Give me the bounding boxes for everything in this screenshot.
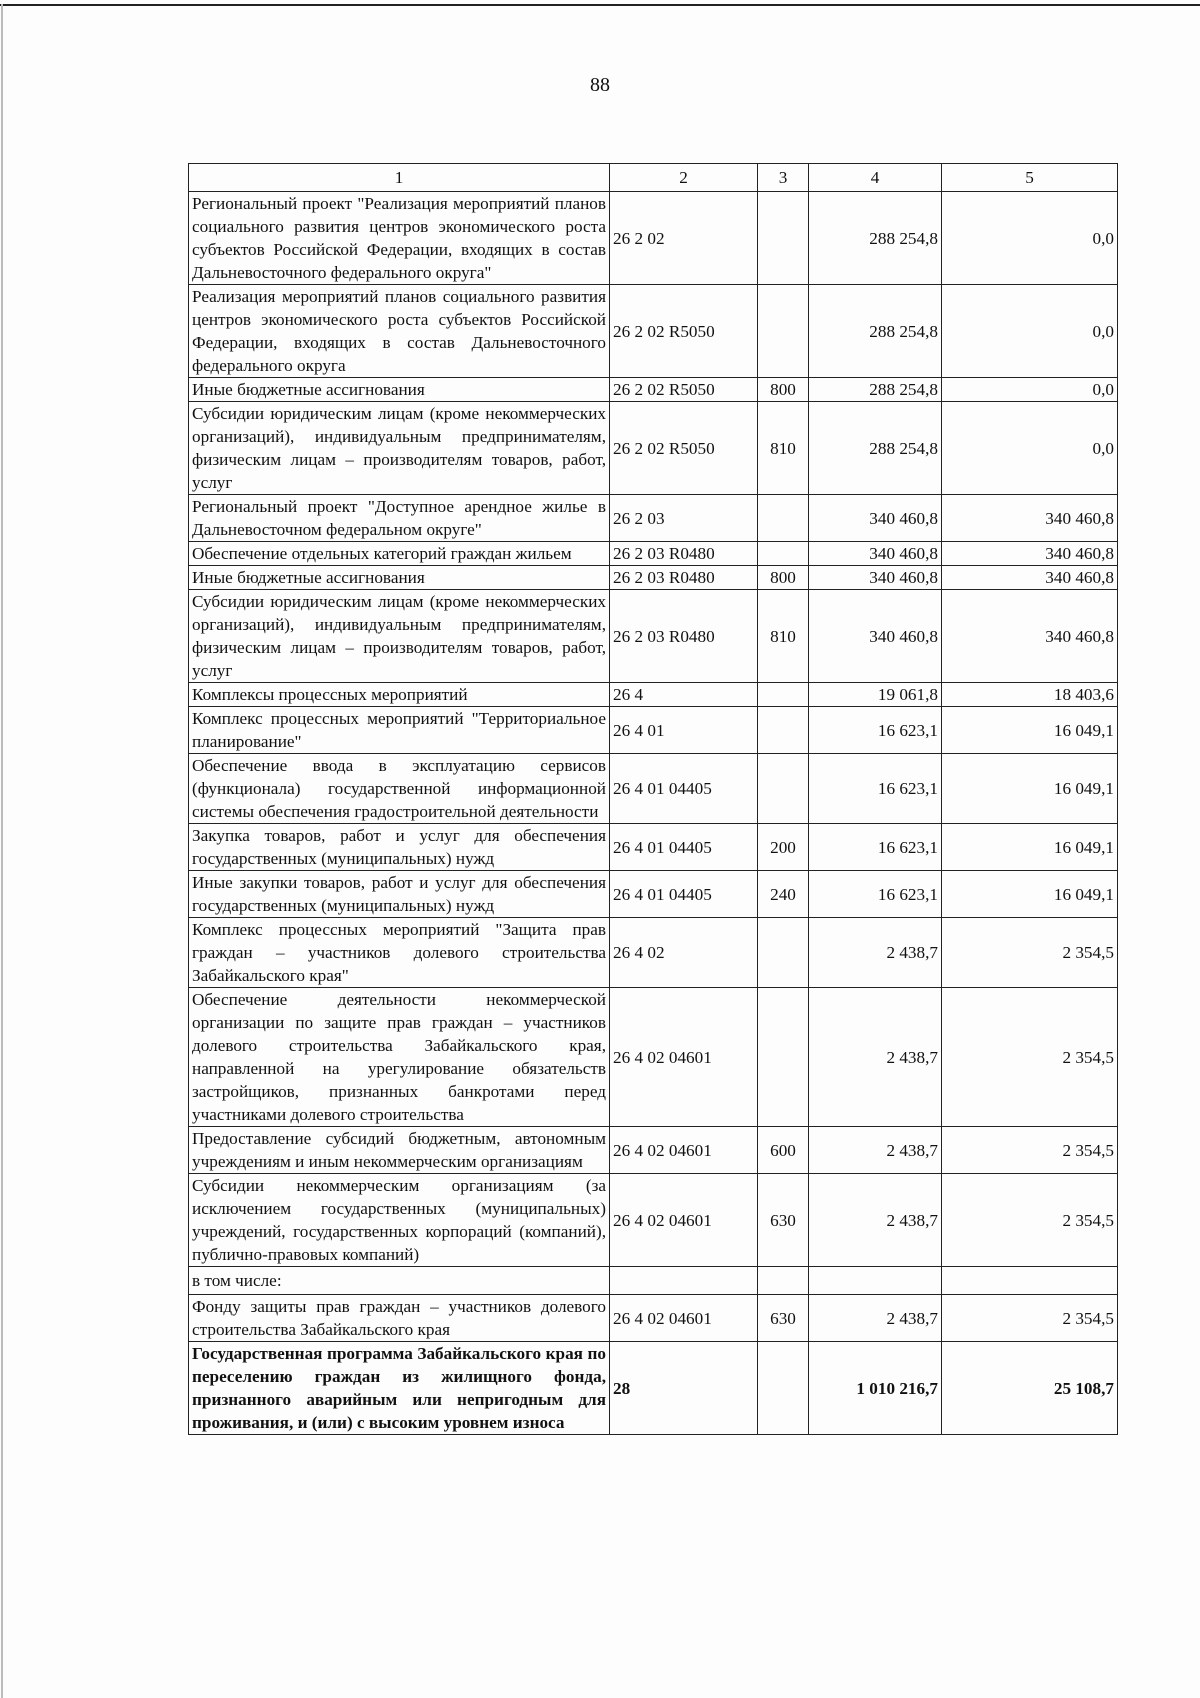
row-amount-1-cell: 340 460,8 xyxy=(809,542,942,566)
row-amount-1-cell: 1 010 216,7 xyxy=(809,1342,942,1435)
row-expense-type-cell: 200 xyxy=(758,824,809,871)
row-amount-2-cell: 16 049,1 xyxy=(942,754,1118,824)
row-code-cell: 26 4 01 04405 xyxy=(610,871,758,918)
row-code-cell: 26 2 02 R5050 xyxy=(610,378,758,402)
row-amount-2-cell: 0,0 xyxy=(942,192,1118,285)
row-name-cell: Обеспечение деятельности некоммерческой организации по защите прав граждан – участников долевого строительства Забайкальского края, направленной на урегулирование обязательств застройщиков, признанных банкротами перед участниками долевого строительства xyxy=(189,988,610,1127)
row-amount-2-cell: 340 460,8 xyxy=(942,495,1118,542)
row-name-cell: Субсидии юридическим лицам (кроме некоммерческих организаций), индивидуальным предпринимателям, физическим лицам – производителям товаров, работ, услуг xyxy=(189,590,610,683)
row-expense-type-cell xyxy=(758,192,809,285)
row-amount-1-cell: 2 438,7 xyxy=(809,1127,942,1174)
row-name-cell: Обеспечение отдельных категорий граждан жильем xyxy=(189,542,610,566)
row-expense-type-cell: 800 xyxy=(758,566,809,590)
row-amount-2-cell: 18 403,6 xyxy=(942,683,1118,707)
table-row xyxy=(189,192,1118,285)
table-row xyxy=(189,566,1118,590)
row-name-cell: Иные бюджетные ассигнования xyxy=(189,566,610,590)
table-row xyxy=(189,683,1118,707)
row-amount-1-cell: 288 254,8 xyxy=(809,192,942,285)
row-name-cell: Комплекс процессных мероприятий "Территориальное планирование" xyxy=(189,707,610,754)
table-row xyxy=(189,590,1118,683)
row-amount-2-cell: 0,0 xyxy=(942,378,1118,402)
row-amount-1-cell: 288 254,8 xyxy=(809,285,942,378)
table-row xyxy=(189,1295,1118,1342)
row-code-cell: 26 4 01 04405 xyxy=(610,824,758,871)
row-amount-2-cell: 16 049,1 xyxy=(942,707,1118,754)
row-amount-2-cell: 340 460,8 xyxy=(942,566,1118,590)
row-expense-type-cell xyxy=(758,988,809,1127)
row-amount-2-cell: 0,0 xyxy=(942,402,1118,495)
row-expense-type-cell: 810 xyxy=(758,402,809,495)
row-name-cell: Комплекс процессных мероприятий "Защита прав граждан – участников долевого строительства Забайкальского края" xyxy=(189,918,610,988)
row-amount-1-cell: 2 438,7 xyxy=(809,988,942,1127)
budget-table xyxy=(188,163,1118,1435)
row-code-cell: 26 2 03 R0480 xyxy=(610,590,758,683)
row-code-cell: 26 2 03 xyxy=(610,495,758,542)
row-code-cell: 26 4 02 04601 xyxy=(610,1127,758,1174)
row-amount-1-cell: 2 438,7 xyxy=(809,1174,942,1267)
row-amount-2-cell: 340 460,8 xyxy=(942,590,1118,683)
row-expense-type-cell: 240 xyxy=(758,871,809,918)
table-row xyxy=(189,378,1118,402)
row-expense-type-cell: 600 xyxy=(758,1127,809,1174)
row-amount-1-cell: 2 438,7 xyxy=(809,1295,942,1342)
table-row xyxy=(189,542,1118,566)
top-border-line xyxy=(0,4,1200,6)
header-cell: 2 xyxy=(610,164,758,192)
row-amount-2-cell: 2 354,5 xyxy=(942,1127,1118,1174)
table-row xyxy=(189,824,1118,871)
table-row xyxy=(189,754,1118,824)
row-amount-2-cell: 16 049,1 xyxy=(942,871,1118,918)
row-code-cell: 26 4 02 04601 xyxy=(610,1174,758,1267)
row-name-cell: Фонду защиты прав граждан – участников долевого строительства Забайкальского края xyxy=(189,1295,610,1342)
row-amount-1-cell xyxy=(809,1267,942,1295)
row-amount-2-cell: 2 354,5 xyxy=(942,1295,1118,1342)
row-code-cell xyxy=(610,1267,758,1295)
row-expense-type-cell xyxy=(758,707,809,754)
row-expense-type-cell xyxy=(758,683,809,707)
row-amount-1-cell: 16 623,1 xyxy=(809,824,942,871)
row-name-cell: Обеспечение ввода в эксплуатацию сервисов (функционала) государственной информационной системы обеспечения градостроительной деятельности xyxy=(189,754,610,824)
row-amount-1-cell: 340 460,8 xyxy=(809,590,942,683)
row-code-cell: 26 4 02 04601 xyxy=(610,1295,758,1342)
row-name-cell: Закупка товаров, работ и услуг для обеспечения государственных (муниципальных) нужд xyxy=(189,824,610,871)
row-amount-2-cell: 2 354,5 xyxy=(942,988,1118,1127)
row-expense-type-cell: 630 xyxy=(758,1174,809,1267)
left-border-line xyxy=(1,4,3,1698)
row-amount-2-cell: 0,0 xyxy=(942,285,1118,378)
row-name-cell: Субсидии некоммерческим организациям (за исключением государственных (муниципальных) учреждений, государственных корпораций (компаний), публично-правовых компаний) xyxy=(189,1174,610,1267)
table-row xyxy=(189,988,1118,1127)
row-amount-1-cell: 288 254,8 xyxy=(809,402,942,495)
row-amount-2-cell: 2 354,5 xyxy=(942,918,1118,988)
row-code-cell: 28 xyxy=(610,1342,758,1435)
row-code-cell: 26 4 02 xyxy=(610,918,758,988)
row-expense-type-cell xyxy=(758,918,809,988)
row-code-cell: 26 2 02 R5050 xyxy=(610,402,758,495)
row-name-cell: Реализация мероприятий планов социального развития центров экономического роста субъектов Российской Федерации, входящих в состав Дальневосточного федерального округа xyxy=(189,285,610,378)
row-name-cell: Иные закупки товаров, работ и услуг для обеспечения государственных (муниципальных) нужд xyxy=(189,871,610,918)
row-code-cell: 26 2 02 xyxy=(610,192,758,285)
row-name-cell: Иные бюджетные ассигнования xyxy=(189,378,610,402)
table-row xyxy=(189,707,1118,754)
header-cell: 3 xyxy=(758,164,809,192)
row-amount-2-cell: 2 354,5 xyxy=(942,1174,1118,1267)
row-expense-type-cell: 630 xyxy=(758,1295,809,1342)
row-expense-type-cell xyxy=(758,1267,809,1295)
row-code-cell: 26 2 02 R5050 xyxy=(610,285,758,378)
row-expense-type-cell xyxy=(758,1342,809,1435)
header-cell: 5 xyxy=(942,164,1118,192)
table-header-row xyxy=(189,164,1118,192)
table-row xyxy=(189,1127,1118,1174)
row-expense-type-cell xyxy=(758,754,809,824)
page-number: 88 xyxy=(590,74,610,96)
row-expense-type-cell xyxy=(758,542,809,566)
table-row xyxy=(189,495,1118,542)
row-code-cell: 26 2 03 R0480 xyxy=(610,542,758,566)
row-amount-2-cell: 340 460,8 xyxy=(942,542,1118,566)
header-cell: 1 xyxy=(189,164,610,192)
row-code-cell: 26 4 01 04405 xyxy=(610,754,758,824)
row-amount-1-cell: 288 254,8 xyxy=(809,378,942,402)
row-expense-type-cell xyxy=(758,495,809,542)
row-name-cell: Предоставление субсидий бюджетным, автономным учреждениям и иным некоммерческим организациям xyxy=(189,1127,610,1174)
row-code-cell: 26 2 03 R0480 xyxy=(610,566,758,590)
row-amount-2-cell: 16 049,1 xyxy=(942,824,1118,871)
row-name-cell: Региональный проект "Реализация мероприятий планов социального развития центров экономического роста субъектов Российской Федерации, входящих в состав Дальневосточного федерального округа" xyxy=(189,192,610,285)
row-name-cell: Комплексы процессных мероприятий xyxy=(189,683,610,707)
row-amount-1-cell: 340 460,8 xyxy=(809,566,942,590)
row-amount-1-cell: 16 623,1 xyxy=(809,754,942,824)
table-row xyxy=(189,285,1118,378)
row-expense-type-cell: 800 xyxy=(758,378,809,402)
table-body xyxy=(189,192,1118,1435)
row-amount-1-cell: 16 623,1 xyxy=(809,871,942,918)
row-amount-2-cell: 25 108,7 xyxy=(942,1342,1118,1435)
row-name-cell: в том числе: xyxy=(189,1267,610,1295)
table-row xyxy=(189,402,1118,495)
table-row xyxy=(189,918,1118,988)
row-name-cell: Субсидии юридическим лицам (кроме некоммерческих организаций), индивидуальным предпринимателям, физическим лицам – производителям товаров, работ, услуг xyxy=(189,402,610,495)
row-code-cell: 26 4 xyxy=(610,683,758,707)
row-name-cell: Государственная программа Забайкальского края по переселению граждан из жилищного фонда, признанного аварийным или непригодным для проживания, и (или) с высоким уровнем износа xyxy=(189,1342,610,1435)
row-expense-type-cell: 810 xyxy=(758,590,809,683)
table-row xyxy=(189,871,1118,918)
header-cell: 4 xyxy=(809,164,942,192)
row-code-cell: 26 4 01 xyxy=(610,707,758,754)
row-name-cell: Региональный проект "Доступное арендное жилье в Дальневосточном федеральном округе" xyxy=(189,495,610,542)
table-row xyxy=(189,1174,1118,1267)
row-amount-1-cell: 19 061,8 xyxy=(809,683,942,707)
row-amount-1-cell: 16 623,1 xyxy=(809,707,942,754)
row-code-cell: 26 4 02 04601 xyxy=(610,988,758,1127)
row-expense-type-cell xyxy=(758,285,809,378)
table-row xyxy=(189,1267,1118,1295)
row-amount-2-cell xyxy=(942,1267,1118,1295)
row-amount-1-cell: 340 460,8 xyxy=(809,495,942,542)
row-amount-1-cell: 2 438,7 xyxy=(809,918,942,988)
table-row xyxy=(189,1342,1118,1435)
